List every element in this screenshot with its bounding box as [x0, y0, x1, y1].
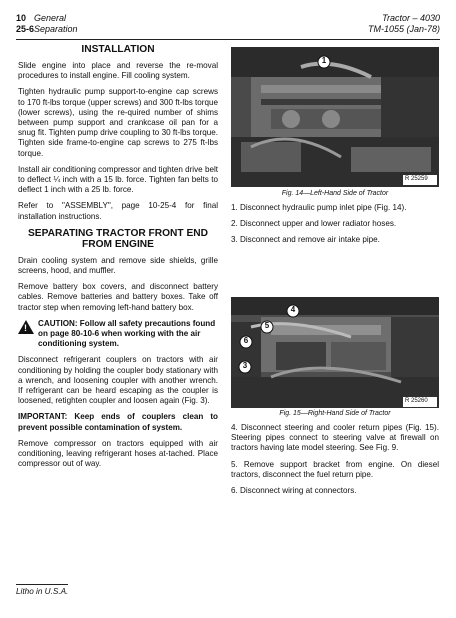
step-6: 6. Disconnect wiring at connectors. — [231, 486, 357, 496]
figure-14-photo — [231, 47, 439, 187]
header-rule — [16, 39, 440, 40]
manual-title: Tractor – 4030 — [382, 13, 440, 23]
figure-15-caption: Fig. 15—Right-Hand Side of Tractor — [279, 410, 391, 417]
caution-block — [18, 319, 218, 350]
warning-icon: ! — [18, 320, 34, 334]
section-name: General — [34, 13, 67, 23]
manual-code: TM-1055 (Jan-78) — [367, 24, 440, 34]
step-5: 5. Remove support bracket from engine. On diesel tractors, disconnect the fuel return pipe. — [231, 459, 439, 479]
para-7: Disconnect refrigerant couplers on tractors with air conditioning by holding the coupler body stationary with a wrench, and loosening coupler with another wrench. If refrigerant can be heard escaping as the coupler is loosened, retighten coupler and loosen again (Fig. 3). — [18, 355, 218, 406]
caution-text: CAUTION: Follow all safety precautions found on page 80-10-6 when working with the air conditioning system. — [38, 318, 216, 349]
engine-right-side-image — [231, 297, 439, 408]
footer-litho: Litho in U.S.A. — [16, 584, 68, 596]
page-header-right — [368, 13, 440, 35]
group-name: Separation — [34, 24, 78, 34]
para-5: Drain cooling system and remove side shields, grille screens, hood, and muffler. — [18, 255, 218, 276]
figure-15-callout-5: 5 — [264, 321, 270, 330]
step-3: 3. Disconnect and remove air intake pipe. — [231, 235, 380, 245]
step-2: 2. Disconnect upper and lower radiator hoses. — [231, 219, 397, 229]
figure-14-tag: R 25259 — [405, 176, 428, 182]
figure-15-tag: R 25260 — [405, 398, 428, 404]
step-4: 4. Disconnect steering and cooler return pipes (Fig. 15). Steering pipes connect to steering valve at firewall on tractors having late model steering. See Fig. 9. — [231, 423, 439, 453]
right-column-steps-2 — [231, 423, 439, 502]
figure-15-photo — [231, 297, 439, 408]
figure-15-callout-6: 6 — [243, 336, 249, 345]
important-note: IMPORTANT: Keep ends of couplers clean to prevent possible contamination of system. — [18, 412, 218, 432]
para-6: Remove battery box covers, and disconnect battery cables. Remove batteries and battery boxes. Take off tractor step when removing left-hand battery box. — [18, 282, 218, 312]
right-column-steps-1 — [231, 203, 439, 252]
heading-separating: SEPARATING TRACTOR FRONT END FROM ENGINE — [28, 227, 208, 250]
step-1: 1. Disconnect hydraulic pump inlet pipe (Fig. 14). — [231, 203, 407, 212]
section-number: 10 — [16, 13, 27, 23]
left-column — [18, 44, 218, 476]
heading-installation: INSTALLATION — [81, 44, 155, 55]
page-header-left — [16, 13, 78, 35]
figure-15-callout-3: 3 — [242, 361, 248, 370]
para-4: Refer to "ASSEMBLY", page 10-25-4 for final installation instructions. — [18, 201, 218, 221]
figure-15-callout-4: 4 — [290, 305, 296, 314]
engine-left-side-image — [231, 47, 439, 187]
para-1: Slide engine into place and reverse the re-moval procedures to install engine. Fill cooling system. — [18, 61, 218, 81]
para-3: Install air conditioning compressor and tighten drive belt to deflect ¼ inch with a 15 lb. force. Tighten fan belts to deflect 1 inch with a 25 lb. force. — [18, 164, 218, 195]
para-8: Remove compressor on tractors equipped with air conditioning, leaving refrigerant hoses at-tached. Place compressor out of way. — [18, 438, 218, 469]
figure-14-callout: 1 — [321, 56, 327, 65]
page-number: 25-6 — [16, 24, 35, 34]
figure-14-caption: Fig. 14—Left-Hand Side of Tractor — [281, 190, 389, 197]
para-2: Tighten hydraulic pump support-to-engine cap screws to 170 ft-lbs torque (upper screws) and 300 ft-lbs torque (lower screws), using the re-quired number of shims between pump support and crankcase oil pan for a snug fit. Tighten pump drive coupling to 30 ft-lbs torque. Tighten side frame-to-engine cap screws to 275 ft-lbs torque. — [18, 87, 218, 158]
